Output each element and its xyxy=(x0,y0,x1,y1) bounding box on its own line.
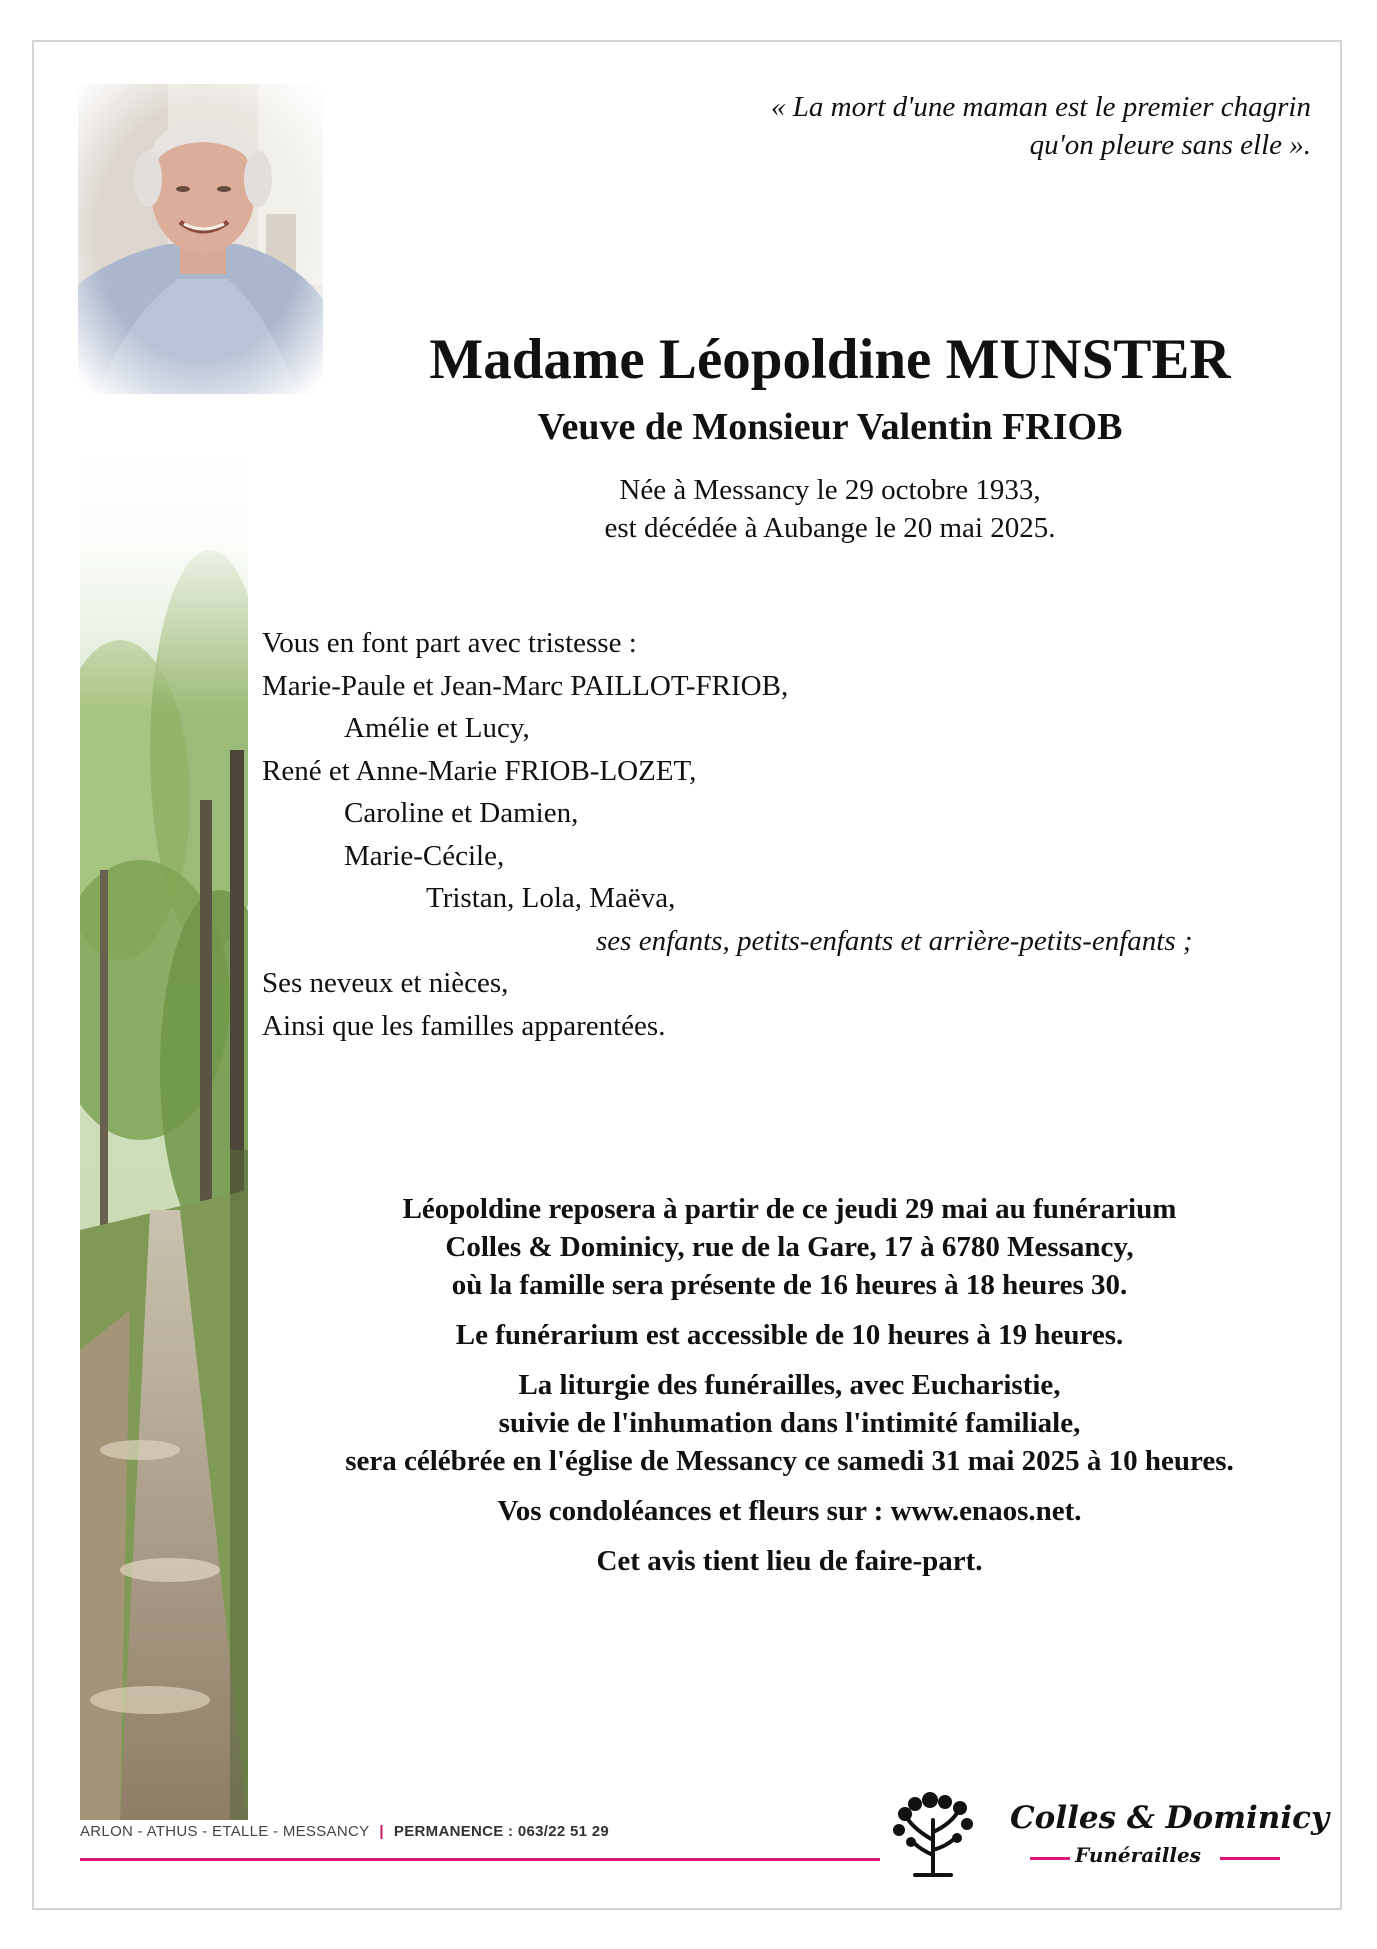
family-line: Tristan, Lola, Maëva, xyxy=(426,882,676,914)
company-subtitle: Funérailles xyxy=(1075,1843,1201,1867)
notice-paragraph-2: Le funérarium est accessible de 10 heures à 19 heures. xyxy=(455,1319,1124,1351)
notice-paragraph-3 xyxy=(262,1366,1317,1480)
logo-line-right xyxy=(1220,1857,1280,1860)
family-list xyxy=(262,622,1302,1047)
notice-line: suivie de l'inhumation dans l'intimité familiale, xyxy=(498,1407,1081,1439)
notice-line: sera célébrée en l'église de Messancy ce samedi 31 mai 2025 à 10 heures. xyxy=(345,1445,1234,1477)
deceased-name: Madame Léopoldine MUNSTER xyxy=(429,328,1231,391)
quote-line-2: qu'on pleure sans elle ». xyxy=(1029,129,1311,161)
funeral-notice xyxy=(262,1190,1317,1592)
quote-line-1: « La mort d'une maman est le premier chagrin xyxy=(771,91,1311,123)
family-line: René et Anne-Marie FRIOB-LOZET, xyxy=(262,754,697,787)
logo-line-left xyxy=(1030,1857,1070,1860)
forest-path-image xyxy=(80,450,248,1820)
family-intro: Vous en font part avec tristesse : xyxy=(262,627,637,659)
family-nephews: Ses neveux et nièces, xyxy=(262,967,509,999)
footer-contact xyxy=(80,1823,609,1840)
birth-death-dates xyxy=(330,471,1330,547)
notice-line: Colles & Dominicy, rue de la Gare, 17 à 6780 Messancy, xyxy=(445,1231,1134,1263)
family-relatives: Ainsi que les familles apparentées. xyxy=(262,1009,666,1042)
notice-line: Léopoldine reposera à partir de ce jeudi 29 mai au funérarium xyxy=(402,1193,1177,1225)
footer-accent-line xyxy=(80,1858,880,1861)
epitaph-quote xyxy=(611,88,1311,164)
footer-permanence: PERMANENCE : 063/22 51 29 xyxy=(393,1823,609,1840)
family-line: Marie-Cécile, xyxy=(344,839,505,872)
family-line: Amélie et Lucy, xyxy=(344,712,530,744)
birth-line: Née à Messancy le 29 octobre 1933, xyxy=(619,474,1041,506)
tree-logo-icon xyxy=(885,1780,985,1880)
notice-line: où la famille sera présente de 16 heures à 18 heures 30. xyxy=(451,1269,1128,1301)
company-name: Colles & Dominicy xyxy=(1010,1800,1329,1836)
notice-paragraph-5: Cet avis tient lieu de faire-part. xyxy=(596,1545,983,1577)
portrait-photo xyxy=(78,84,323,394)
notice-line: La liturgie des funérailles, avec Eucharistie, xyxy=(518,1369,1061,1401)
widow-line: Veuve de Monsieur Valentin FRIOB xyxy=(537,406,1123,448)
death-line: est décédée à Aubange le 20 mai 2025. xyxy=(604,512,1056,544)
family-relation: ses enfants, petits-enfants et arrière-petits-enfants ; xyxy=(596,924,1193,957)
family-line: Marie-Paule et Jean-Marc PAILLOT-FRIOB, xyxy=(262,669,789,702)
family-line: Caroline et Damien, xyxy=(344,797,579,829)
footer-locations: ARLON - ATHUS - ETALLE - MESSANCY xyxy=(80,1823,370,1840)
notice-paragraph-4: Vos condoléances et fleurs sur : www.enaos.net. xyxy=(497,1495,1082,1527)
notice-paragraph-1 xyxy=(262,1190,1317,1304)
footer-separator: | xyxy=(379,1823,384,1840)
strip-fade-overlay xyxy=(80,450,248,710)
